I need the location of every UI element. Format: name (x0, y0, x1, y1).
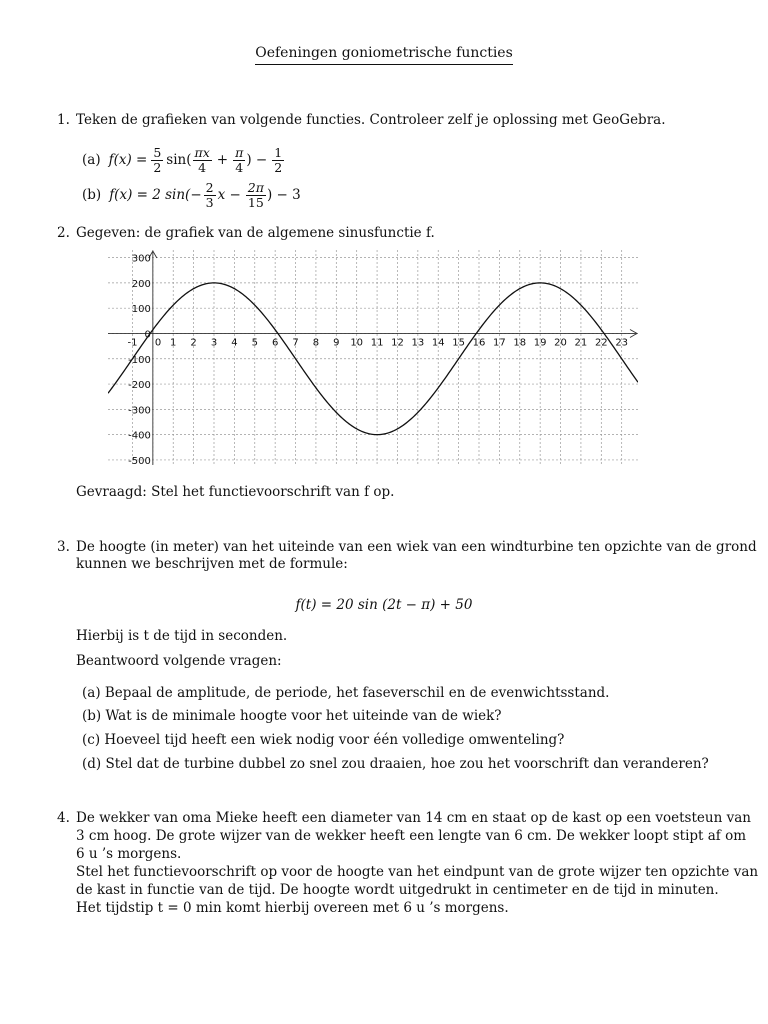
graph-grid (108, 250, 638, 465)
q4-line-6: Het tijdstip t = 0 min komt hierbij overeen met 6 u ’s morgens. (76, 900, 509, 916)
q2-asked: Gevraagd: Stel het functievoorschrift van f op. (76, 484, 395, 500)
y-tick-label: -200 (128, 380, 151, 392)
q3d-label: (d) (82, 756, 102, 772)
q1a-t1-num: πx (194, 144, 210, 160)
q1b-t1-fraction (204, 181, 216, 210)
q1b-t2-den: 15 (247, 194, 264, 210)
x-tick-label: 19 (533, 337, 547, 349)
q1-number: 1. (57, 112, 70, 128)
q1a-coef-den: 2 (153, 159, 162, 175)
x-tick-label: 11 (370, 337, 384, 349)
q1a-t2-num: π (235, 144, 244, 160)
q4-line-4: Stel het functievoorschrift op voor de hoogte van het eindpunt van de grote wijzer ten opzichte van (76, 864, 759, 880)
x-tick-label: 5 (251, 337, 258, 349)
q1a-lhs: f(x) = (108, 152, 148, 168)
q3c-text: Hoeveel tijd heeft een wiek nodig voor één volledige omwenteling? (104, 732, 565, 748)
y-tick-label: -100 (128, 354, 151, 366)
q4-line-1: De wekker van oma Mieke heeft een diameter van 14 cm en staat op de kast op een voetsteun van (76, 810, 751, 826)
q1b-lhs: f(x) = 2 sin(− (109, 187, 202, 203)
q3d-text: Stel dat de turbine dubbel zo snel zou draaien, hoe zou het voorschrift dan veranderen? (105, 756, 709, 772)
q1a-sin: sin( (166, 152, 192, 168)
q1a-t1-den: 4 (198, 159, 207, 175)
q1b-x-minus: x − (217, 187, 241, 203)
q1a-c-num: 1 (274, 144, 283, 160)
q1a-c-den: 2 (274, 159, 283, 175)
q1-part-b (82, 178, 301, 212)
x-tick-label: -1 (127, 337, 138, 349)
q3-item-b (82, 707, 502, 725)
x-tick-label: 2 (190, 337, 197, 349)
q3-number: 3. (57, 539, 70, 555)
x-tick-label: 17 (493, 337, 506, 349)
q4-number: 4. (57, 810, 70, 826)
q1a-close-minus: ) − (246, 152, 268, 168)
x-tick-label: 6 (271, 337, 279, 349)
q1a-coef-num: 5 (153, 144, 162, 160)
x-tick-label: 10 (350, 337, 364, 349)
x-tick-label: 20 (554, 337, 567, 349)
q1a-t2-den: 4 (235, 159, 244, 175)
q2-number: 2. (57, 225, 70, 241)
q3-line2: kunnen we beschrijven met de formule: (76, 556, 348, 572)
q1a-c-fraction (272, 146, 284, 175)
q1a-coef-fraction (151, 146, 163, 175)
x-tick-label: 22 (594, 337, 608, 349)
sine-graph (108, 250, 638, 465)
q3-note: Hierbij is t de tijd in seconden. (76, 628, 288, 644)
y-tick-label: 300 (131, 253, 151, 265)
y-tick-label: -300 (128, 405, 151, 417)
x-tick-label: 9 (333, 337, 340, 349)
q1a-t2-fraction (233, 146, 245, 175)
x-tick-label: 7 (292, 337, 299, 349)
q3-line1: De hoogte (in meter) van het uiteinde van een wiek van een windturbine ten opzichte van de grond (76, 539, 757, 555)
q1b-t2-num: 2π (247, 179, 264, 195)
x-tick-label: 4 (231, 337, 238, 349)
q3-item-a (82, 684, 609, 702)
q1a-label: (a) (82, 152, 101, 168)
x-tick-label: 15 (452, 337, 465, 349)
x-tick-label: 12 (391, 337, 404, 349)
q3-item-c (82, 731, 564, 749)
x-tick-label: 23 (615, 337, 629, 349)
q3b-text: Wat is de minimale hoogte voor het uiteinde van de wiek? (105, 708, 502, 724)
q3a-label: (a) (82, 685, 101, 701)
q2-text: Gegeven: de grafiek van de algemene sinusfunctie f. (76, 225, 435, 241)
q1-part-a (82, 143, 285, 177)
q1b-t2-fraction (246, 181, 266, 210)
q3-prompt: Beantwoord volgende vragen: (76, 653, 282, 669)
x-tick-label: 1 (170, 337, 177, 349)
q1-text: Teken de grafieken van volgende functies. Controleer zelf je oplossing met GeoGebra. (76, 112, 666, 128)
x-tick-label: 13 (411, 337, 425, 349)
q1a-plus: + (216, 152, 229, 168)
y-tick-label: -400 (128, 430, 151, 442)
q1a-t1-fraction (193, 146, 212, 175)
q3-formula-text: f(t) = 20 sin (2t − π) + 50 (295, 597, 473, 613)
page-title: Oefeningen goniometrische functies (0, 45, 768, 65)
q3c-label: (c) (82, 732, 101, 748)
y-tick-label: 100 (131, 304, 151, 316)
q3-formula (0, 596, 768, 614)
q4-line-3: 6 u ’s morgens. (76, 846, 182, 862)
q1b-t1-den: 3 (205, 194, 214, 210)
x-tick-label: 18 (513, 337, 527, 349)
q1b-label: (b) (82, 187, 102, 203)
x-tick-label: 0 (154, 337, 162, 349)
q1b-tail: ) − 3 (266, 187, 301, 203)
y-tick-label: -500 (128, 455, 151, 465)
y-tick-label: 200 (131, 278, 151, 290)
q1b-t1-num: 2 (205, 179, 214, 195)
q3b-label: (b) (82, 708, 102, 724)
x-tick-label: 8 (312, 337, 320, 349)
q3a-text: Bepaal de amplitude, de periode, het faseverschil en de evenwichtsstand. (104, 685, 610, 701)
q3-item-d (82, 755, 709, 773)
x-tick-label: 3 (210, 337, 218, 349)
x-tick-label: 14 (431, 337, 445, 349)
y-tick-label: 0 (144, 329, 151, 341)
q4-line-2: 3 cm hoog. De grote wijzer van de wekker heeft een lengte van 6 cm. De wekker loopt stipt af om (76, 828, 747, 844)
q4-line-5: de kast in functie van de tijd. De hoogte wordt uitgedrukt in centimeter en de tijd in minuten. (76, 882, 719, 898)
x-tick-label: 16 (472, 337, 486, 349)
x-tick-label: 21 (574, 337, 588, 349)
